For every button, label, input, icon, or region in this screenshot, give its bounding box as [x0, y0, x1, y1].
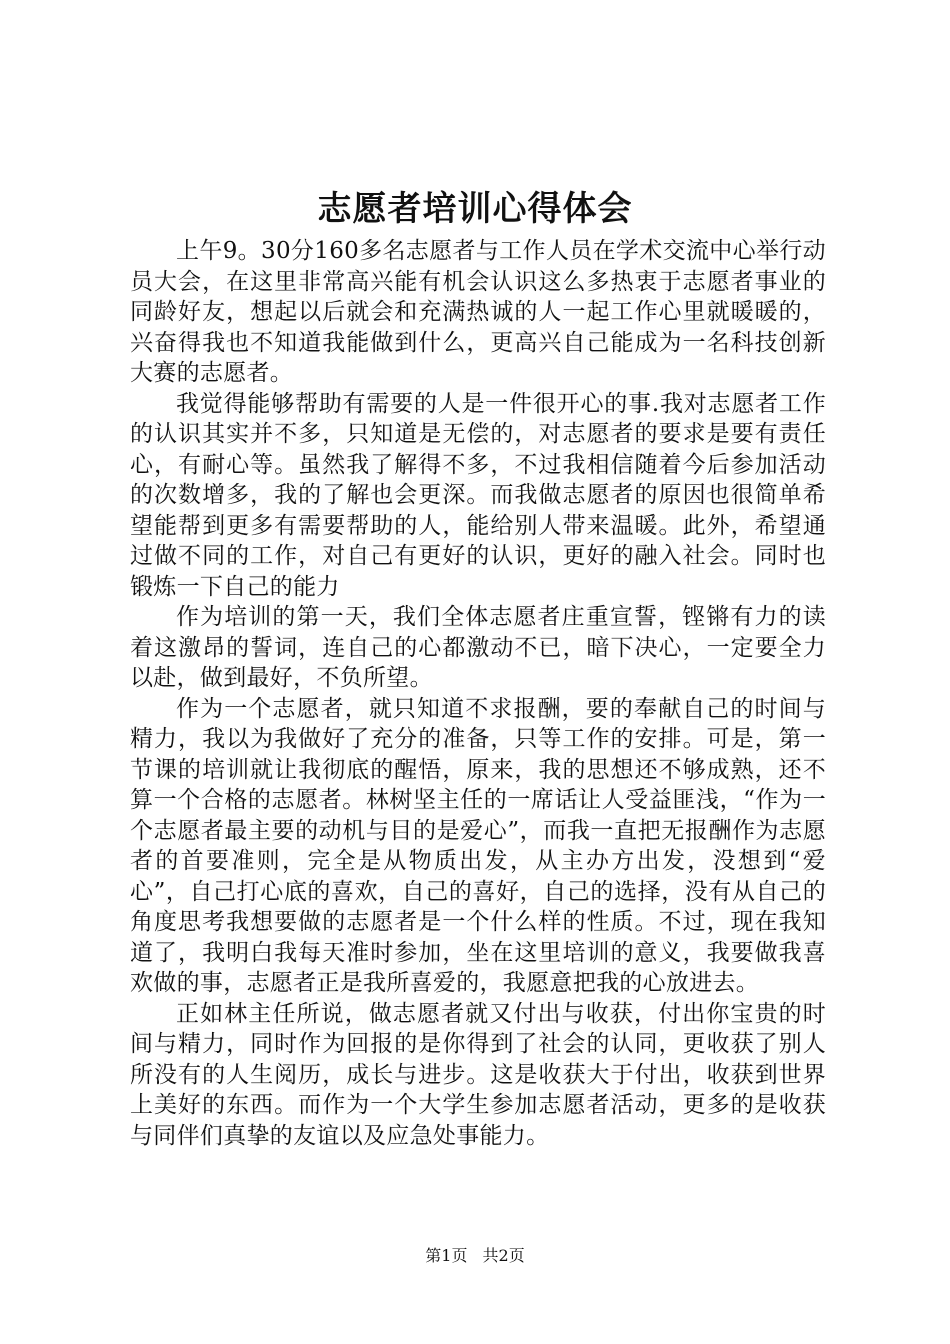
page-number: 第1页 [425, 1246, 468, 1265]
paragraph: 上午9。30分160多名志愿者与工作人员在学术交流中心举行动员大会，在这里非常高兴能有机会认识这么多热衷于志愿者事业的同龄好友，想起以后就会和充满热诚的人一起工作心里就暖暖的，兴奋得我也不知道我能做到什么，更高兴自己能成为一名科技创新大赛的志愿者。 [130, 238, 826, 386]
document-body [130, 236, 826, 1151]
paragraph: 作为一个志愿者，就只知道不求报酬，要的奉献自己的时间与精力，我以为我做好了充分的准备，只等工作的安排。可是，第一节课的培训就让我彻底的醒悟，原来，我的思想还不够成熟，还不算一个合格的志愿者。林树坚主任的一席话让人受益匪浅，“作为一个志愿者最主要的动机与目的是爱心”，而我一直把无报酬作为志愿者的首要准则，完全是从物质出发，从主办方出发，没想到“爱心”，自己打心底的喜欢，自己的喜好，自己的选择，没有从自己的角度思考我想要做的志愿者是一个什么样的性质。不过，现在我知道了，我明白我每天准时参加，坐在这里培训的意义，我要做我喜欢做的事，志愿者正是我所喜爱的，我愿意把我的心放进去。 [130, 695, 826, 996]
page-footer [0, 1245, 950, 1267]
document-title: 志愿者培训心得体会 [317, 189, 633, 229]
paragraph: 正如林主任所说，做志愿者就又付出与收获，付出你宝贵的时间与精力，同时作为回报的是你得到了社会的认同，更收获了别人所没有的人生阅历，成长与进步。这是收获大于付出，收获到世界上美好的东西。而作为一个大学生参加志愿者活动，更多的是收获与同伴们真挚的友谊以及应急处事能力。 [130, 1000, 826, 1149]
page-total: 共2页 [482, 1246, 525, 1265]
paragraph: 作为培训的第一天，我们全体志愿者庄重宣誓，铿锵有力的读着这激昂的誓词，连自己的心都激动不已，暗下决心，一定要全力以赴，做到最好，不负所望。 [130, 604, 826, 691]
paragraph: 我觉得能够帮助有需要的人是一件很开心的事.我对志愿者工作的认识其实并不多，只知道是无偿的，对志愿者的要求是要有责任心，有耐心等。虽然我了解得不多，不过我相信随着今后参加活动的次数增多，我的了解也会更深。而我做志愿者的原因也很简单希望能帮到更多有需要帮助的人，能给别人带来温暖。此外，希望通过做不同的工作，对自己有更好的认识，更好的融入社会。同时也锻炼一下自己的能力 [130, 390, 826, 600]
